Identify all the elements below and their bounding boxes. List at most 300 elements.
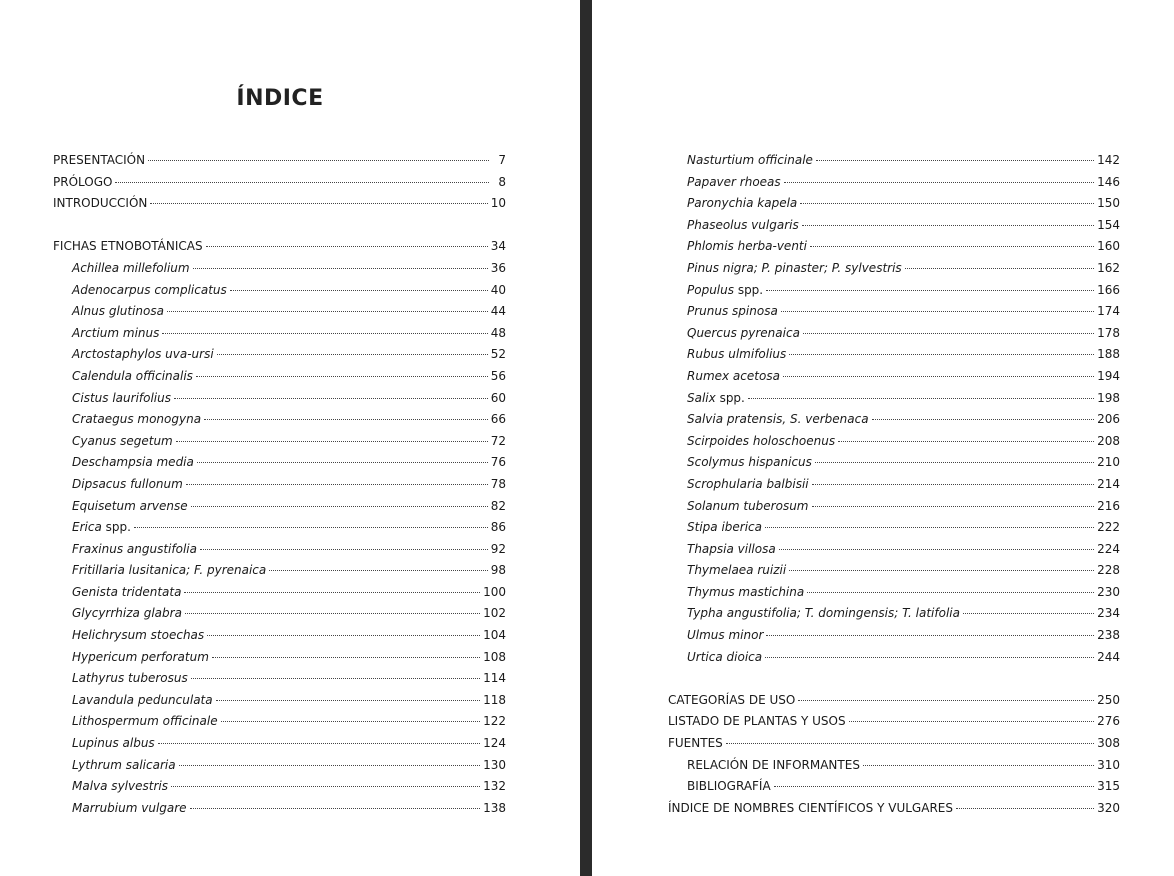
toc-entry-name: Achillea millefolium xyxy=(72,260,190,275)
toc-entry-page-number: 208 xyxy=(1097,433,1120,448)
toc-entry-name: Alnus glutinosa xyxy=(72,304,164,319)
dot-leader xyxy=(838,441,1094,442)
toc-entry-page-number: 166 xyxy=(1097,282,1120,297)
toc-entry xyxy=(668,474,1120,496)
toc-entry-page-number: 178 xyxy=(1097,325,1120,340)
toc-entry-label xyxy=(72,474,183,496)
toc-entry xyxy=(53,776,506,798)
dot-leader xyxy=(766,290,1094,291)
toc-entry-name: Stipa iberica xyxy=(687,520,762,535)
dot-leader xyxy=(185,613,480,614)
toc-entry-page-number: 222 xyxy=(1097,520,1120,535)
toc-entry-page-number: 146 xyxy=(1097,174,1120,189)
dot-leader xyxy=(872,419,1095,420)
toc-entry xyxy=(53,582,506,604)
dot-leader xyxy=(174,398,488,399)
toc-entry-page-number: 114 xyxy=(483,671,506,686)
dot-leader xyxy=(815,462,1094,463)
toc-entry-label xyxy=(72,366,193,388)
dot-leader xyxy=(207,635,480,636)
toc-entry-suffix: spp. xyxy=(715,390,745,405)
toc-entry-name: ÍNDICE DE NOMBRES CIENTÍFICOS Y VULGARES xyxy=(668,800,953,815)
toc-spacer xyxy=(53,215,506,237)
toc-entry-label xyxy=(687,603,960,625)
toc-entry xyxy=(53,647,506,669)
toc-entry-name: Paronychia kapela xyxy=(687,196,798,211)
toc-entry-name: Deschampsia media xyxy=(72,455,194,470)
toc-entry-page-number: 174 xyxy=(1097,304,1120,319)
toc-entry-name: LISTADO DE PLANTAS Y USOS xyxy=(668,714,846,729)
toc-entry-name: BIBLIOGRAFÍA xyxy=(687,779,771,794)
toc-entry-label xyxy=(668,733,723,755)
toc-entry-name: Populus xyxy=(687,282,734,297)
toc-entry-page-number: 78 xyxy=(490,476,506,491)
toc-entry xyxy=(53,539,506,561)
toc-entry xyxy=(53,560,506,582)
toc-entry-label xyxy=(687,323,800,345)
toc-entry xyxy=(668,258,1120,280)
toc-entry-page-number: 132 xyxy=(483,779,506,794)
toc-entry-page-number: 276 xyxy=(1097,714,1120,729)
toc-entry-name: Malva sylvestris xyxy=(72,779,168,794)
toc-entry-page-number: 98 xyxy=(490,563,506,578)
toc-entry-page-number: 238 xyxy=(1097,628,1120,643)
toc-entry-name: Lavandula pedunculata xyxy=(72,692,213,707)
dot-leader xyxy=(269,570,487,571)
toc-entry-name: FICHAS ETNOBOTÁNICAS xyxy=(53,239,203,254)
toc-entry-label xyxy=(687,344,786,366)
dot-leader xyxy=(167,311,488,312)
toc-entry-name: Glycyrrhiza glabra xyxy=(72,606,182,621)
dot-leader xyxy=(863,765,1094,766)
dot-leader xyxy=(765,527,1094,528)
toc-entry-name: Lathyrus tuberosus xyxy=(72,671,188,686)
toc-entry xyxy=(668,452,1120,474)
toc-entry-name: Calendula officinalis xyxy=(72,368,193,383)
dot-leader xyxy=(816,160,1094,161)
dot-leader xyxy=(781,311,1094,312)
toc-entry xyxy=(53,690,506,712)
toc-entry-name: RELACIÓN DE INFORMANTES xyxy=(687,757,860,772)
toc-entry-page-number: 72 xyxy=(490,433,506,448)
dot-leader xyxy=(905,268,1094,269)
toc-entry-page-number: 10 xyxy=(490,196,506,211)
left-page xyxy=(0,0,580,876)
dot-leader xyxy=(803,333,1094,334)
dot-leader xyxy=(196,376,488,377)
toc-entry-label xyxy=(687,517,762,539)
toc-entry xyxy=(53,193,506,215)
toc-entry xyxy=(53,409,506,431)
dot-leader xyxy=(162,333,487,334)
toc-entry-label xyxy=(687,236,807,258)
toc-entry-label xyxy=(72,517,131,539)
toc-entry-name: Fraxinus angustifolia xyxy=(72,541,197,556)
toc-entry-label xyxy=(72,258,190,280)
toc-entry-name: Rumex acetosa xyxy=(687,368,780,383)
dot-leader xyxy=(807,592,1094,593)
toc-entry-page-number: 320 xyxy=(1097,800,1120,815)
dot-leader xyxy=(849,721,1094,722)
toc-entry-name: Helichrysum stoechas xyxy=(72,628,205,643)
page-title: ÍNDICE xyxy=(236,86,324,111)
toc-entry-name: Genista tridentata xyxy=(72,584,182,599)
toc-entry-name: Cyanus segetum xyxy=(72,433,173,448)
toc-entry xyxy=(668,280,1120,302)
toc-entry-name: Scirpoides holoschoenus xyxy=(687,433,836,448)
toc-entry-label xyxy=(53,172,112,194)
toc-entry-page-number: 52 xyxy=(490,347,506,362)
dot-leader xyxy=(812,506,1095,507)
toc-entry-label xyxy=(72,625,204,647)
toc-entry-name: Scrophularia balbisii xyxy=(687,476,809,491)
toc-entry-page-number: 138 xyxy=(483,800,506,815)
toc-entry-label xyxy=(687,193,797,215)
dot-leader xyxy=(148,160,489,161)
toc-entry-name: Arctostaphylos uva-ursi xyxy=(72,347,214,362)
dot-leader xyxy=(171,786,480,787)
toc-spacer xyxy=(668,668,1120,690)
dot-leader xyxy=(150,203,487,204)
toc-entry xyxy=(53,517,506,539)
toc-entry xyxy=(668,388,1120,410)
toc-entry-name: Lupinus albus xyxy=(72,736,155,751)
toc-entry-label xyxy=(72,755,176,777)
toc-entry-name: Hypericum perforatum xyxy=(72,649,209,664)
toc-entry-name: Equisetum arvense xyxy=(72,498,188,513)
toc-entry-page-number: 160 xyxy=(1097,239,1120,254)
toc-entry-label xyxy=(687,366,780,388)
dot-leader xyxy=(774,786,1094,787)
toc-entry-name: Erica xyxy=(72,520,102,535)
toc-entry-page-number: 206 xyxy=(1097,412,1120,427)
toc-entry xyxy=(668,323,1120,345)
toc-entry xyxy=(53,798,506,820)
toc-entry-label xyxy=(72,496,188,518)
dot-leader xyxy=(800,203,1094,204)
toc-entry-label xyxy=(72,323,159,345)
toc-entry-name: INTRODUCCIÓN xyxy=(53,196,148,211)
toc-entry xyxy=(53,625,506,647)
toc-entry xyxy=(668,431,1120,453)
toc-entry xyxy=(53,236,506,258)
toc-entry-label xyxy=(687,215,799,237)
dot-leader xyxy=(798,700,1094,701)
toc-entry xyxy=(668,647,1120,669)
toc-entry-page-number: 230 xyxy=(1097,584,1120,599)
toc-entry-page-number: 315 xyxy=(1097,779,1120,794)
toc-entry-name: CATEGORÍAS DE USO xyxy=(668,692,796,707)
toc-entry-label xyxy=(687,150,813,172)
toc-entry-page-number: 40 xyxy=(490,282,506,297)
toc-entry-name: Thymelaea ruizii xyxy=(687,563,787,578)
toc-entry-label xyxy=(72,668,188,690)
toc-entry xyxy=(668,172,1120,194)
toc-entry-name: Phaseolus vulgaris xyxy=(687,217,799,232)
toc-entry xyxy=(668,603,1120,625)
dot-leader xyxy=(212,657,480,658)
toc-entry xyxy=(668,301,1120,323)
toc-entry xyxy=(53,172,506,194)
dot-leader xyxy=(216,700,480,701)
toc-entry-name: Marrubium vulgare xyxy=(72,800,187,815)
toc-entry-page-number: 224 xyxy=(1097,541,1120,556)
dot-leader xyxy=(158,743,480,744)
toc-entry-page-number: 150 xyxy=(1097,196,1120,211)
toc-entry xyxy=(668,150,1120,172)
toc-entry-label xyxy=(72,431,173,453)
dot-leader xyxy=(186,484,488,485)
toc-entry-name: Rubus ulmifolius xyxy=(687,347,787,362)
toc-entry-page-number: 7 xyxy=(498,153,506,167)
toc-entry-name: Solanum tuberosum xyxy=(687,498,809,513)
dot-leader xyxy=(221,721,480,722)
toc-entry-label xyxy=(53,236,203,258)
toc-entry xyxy=(668,733,1120,755)
dot-leader xyxy=(779,549,1094,550)
toc-entry-name: Lithospermum officinale xyxy=(72,714,218,729)
toc-entry xyxy=(53,755,506,777)
toc-entry-label xyxy=(72,409,201,431)
dot-leader xyxy=(206,246,488,247)
toc-entry-name: Salix xyxy=(687,390,716,405)
toc-entry-name: PRÓLOGO xyxy=(53,174,113,189)
toc-entry-page-number: 216 xyxy=(1097,498,1120,513)
toc-entry-label xyxy=(72,733,155,755)
book-spine xyxy=(580,0,592,876)
toc-entry-page-number: 48 xyxy=(490,325,506,340)
toc-entry xyxy=(668,215,1120,237)
toc-entry-label xyxy=(687,431,835,453)
toc-entry-page-number: 100 xyxy=(483,584,506,599)
toc-entry-label xyxy=(72,452,194,474)
dot-leader xyxy=(726,743,1094,744)
right-page xyxy=(592,0,1174,876)
toc-entry-label xyxy=(72,344,214,366)
toc-entry-page-number: 86 xyxy=(490,520,506,535)
toc-entry-page-number: 60 xyxy=(490,390,506,405)
toc-entry-page-number: 198 xyxy=(1097,390,1120,405)
toc-entry-label xyxy=(72,711,218,733)
toc-entry-name: Arctium minus xyxy=(72,325,160,340)
dot-leader xyxy=(812,484,1094,485)
dot-leader xyxy=(766,635,1094,636)
toc-entry-name: Prunus spinosa xyxy=(687,304,778,319)
toc-entry-page-number: 228 xyxy=(1097,563,1120,578)
dot-leader xyxy=(230,290,488,291)
toc-entry xyxy=(53,452,506,474)
toc-entry-label xyxy=(72,560,266,582)
toc-entry xyxy=(668,755,1120,777)
dot-leader xyxy=(179,765,481,766)
dot-leader xyxy=(191,678,480,679)
toc-entry-label xyxy=(72,539,197,561)
dot-leader xyxy=(765,657,1094,658)
toc-entry-label xyxy=(668,798,953,820)
toc-entry-page-number: 142 xyxy=(1097,153,1120,167)
toc-entry-label xyxy=(687,582,804,604)
toc-entry xyxy=(668,625,1120,647)
toc-entry-label xyxy=(687,560,786,582)
toc-entry-label xyxy=(72,798,187,820)
toc-entry xyxy=(53,603,506,625)
toc-entry-name: PRESENTACIÓN xyxy=(53,153,146,167)
toc-entry-name: Crataegus monogyna xyxy=(72,412,202,427)
toc-entry xyxy=(53,366,506,388)
toc-entry-label xyxy=(687,539,776,561)
toc-entry-label xyxy=(72,301,164,323)
toc-entry-page-number: 162 xyxy=(1097,260,1120,275)
toc-entry-label xyxy=(687,625,763,647)
toc-entry-name: Typha angustifolia; T. domingensis; T. latifolia xyxy=(687,606,960,621)
dot-leader xyxy=(190,808,481,809)
toc-entry-label xyxy=(687,301,778,323)
toc-entry-label xyxy=(687,776,771,798)
toc-entry-name: Cistus laurifolius xyxy=(72,390,171,405)
toc-entry-page-number: 214 xyxy=(1097,476,1120,491)
dot-leader xyxy=(783,376,1094,377)
toc-entry-label xyxy=(53,193,147,215)
toc-entry xyxy=(53,344,506,366)
toc-entry-label xyxy=(687,755,860,777)
toc-entry xyxy=(53,496,506,518)
toc-entry-label xyxy=(72,582,181,604)
toc-entry xyxy=(53,258,506,280)
dot-leader xyxy=(193,268,488,269)
toc-entry-page-number: 122 xyxy=(483,714,506,729)
toc-list-left xyxy=(53,150,506,819)
dot-leader xyxy=(217,354,488,355)
toc-entry-name: Phlomis herba-venti xyxy=(687,239,807,254)
toc-entry xyxy=(668,711,1120,733)
toc-entry-page-number: 82 xyxy=(490,498,506,513)
toc-entry-name: Pinus nigra; P. pinaster; P. sylvestris xyxy=(687,260,902,275)
toc-entry-name: Salvia pratensis, S. verbenaca xyxy=(687,412,869,427)
toc-entry xyxy=(53,323,506,345)
toc-entry-name: Papaver rhoeas xyxy=(687,174,781,189)
toc-entry-page-number: 44 xyxy=(490,304,506,319)
toc-entry-page-number: 76 xyxy=(490,455,506,470)
toc-entry-page-number: 56 xyxy=(490,368,506,383)
toc-entry-page-number: 124 xyxy=(483,736,506,751)
toc-entry-suffix: spp. xyxy=(734,282,764,297)
toc-entry-name: Quercus pyrenaica xyxy=(687,325,800,340)
toc-list-right xyxy=(668,150,1120,819)
toc-entry-page-number: 34 xyxy=(490,239,506,254)
dot-leader xyxy=(115,182,489,183)
toc-entry-name: Thymus mastichina xyxy=(687,584,805,599)
toc-entry xyxy=(53,150,506,172)
toc-entry xyxy=(668,539,1120,561)
toc-entry xyxy=(668,409,1120,431)
toc-entry-name: Adenocarpus complicatus xyxy=(72,282,227,297)
toc-entry-page-number: 234 xyxy=(1097,606,1120,621)
toc-entry-page-number: 310 xyxy=(1097,757,1120,772)
toc-entry xyxy=(53,431,506,453)
toc-entry-label xyxy=(668,690,795,712)
toc-entry xyxy=(53,301,506,323)
toc-entry xyxy=(53,388,506,410)
dot-leader xyxy=(748,398,1094,399)
toc-entry xyxy=(53,280,506,302)
toc-entry-label xyxy=(687,496,809,518)
toc-entry-name: Lythrum salicaria xyxy=(72,757,176,772)
toc-entry xyxy=(53,711,506,733)
toc-entry-label xyxy=(53,150,145,172)
toc-entry-page-number: 66 xyxy=(490,412,506,427)
toc-entry-page-number: 104 xyxy=(483,628,506,643)
toc-entry-label xyxy=(687,452,812,474)
toc-entry-name: Urtica dioica xyxy=(687,649,763,664)
toc-entry xyxy=(668,344,1120,366)
toc-entry-label xyxy=(687,409,869,431)
toc-entry-page-number: 250 xyxy=(1097,692,1120,707)
dot-leader xyxy=(963,613,1094,614)
toc-entry-label xyxy=(72,603,182,625)
toc-entry-label xyxy=(687,258,902,280)
toc-entry xyxy=(668,690,1120,712)
toc-entry-label xyxy=(72,280,227,302)
toc-entry-page-number: 210 xyxy=(1097,455,1120,470)
toc-entry-page-number: 244 xyxy=(1097,649,1120,664)
dot-leader xyxy=(802,225,1094,226)
toc-entry-name: FUENTES xyxy=(668,736,723,751)
toc-entry-suffix: spp. xyxy=(101,520,131,535)
toc-entry-label xyxy=(687,172,781,194)
dot-leader xyxy=(956,808,1094,809)
toc-entry xyxy=(668,366,1120,388)
dot-leader xyxy=(789,354,1094,355)
toc-entry-page-number: 154 xyxy=(1097,217,1120,232)
dot-leader xyxy=(784,182,1094,183)
toc-entry-page-number: 130 xyxy=(483,757,506,772)
toc-entry xyxy=(53,474,506,496)
toc-entry xyxy=(668,582,1120,604)
toc-entry xyxy=(668,798,1120,820)
dot-leader xyxy=(184,592,480,593)
toc-entry-label xyxy=(687,280,763,302)
dot-leader xyxy=(176,441,488,442)
dot-leader xyxy=(810,246,1094,247)
toc-entry-page-number: 102 xyxy=(483,606,506,621)
toc-entry-label xyxy=(72,776,168,798)
toc-entry-label xyxy=(668,711,846,733)
toc-entry xyxy=(53,733,506,755)
dot-leader xyxy=(204,419,488,420)
toc-entry xyxy=(668,496,1120,518)
toc-entry-page-number: 92 xyxy=(490,541,506,556)
toc-entry-name: Thapsia villosa xyxy=(687,541,776,556)
toc-entry-label xyxy=(687,388,745,410)
toc-entry xyxy=(668,776,1120,798)
dot-leader xyxy=(134,527,488,528)
toc-entry-page-number: 118 xyxy=(483,692,506,707)
toc-entry-name: Fritillaria lusitanica; F. pyrenaica xyxy=(72,563,267,578)
toc-entry-label xyxy=(72,690,213,712)
toc-entry-page-number: 194 xyxy=(1097,368,1120,383)
toc-entry-page-number: 36 xyxy=(490,260,506,275)
toc-entry-page-number: 8 xyxy=(498,174,506,189)
toc-entry-name: Dipsacus fullonum xyxy=(72,476,183,491)
toc-entry-label xyxy=(687,647,762,669)
toc-entry-name: Scolymus hispanicus xyxy=(687,455,812,470)
toc-entry-label xyxy=(72,388,171,410)
toc-entry-page-number: 108 xyxy=(483,649,506,664)
toc-entry-name: Ulmus minor xyxy=(687,628,764,643)
dot-leader xyxy=(191,506,488,507)
toc-entry-name: Nasturtium officinale xyxy=(687,153,813,167)
toc-entry-label xyxy=(687,474,809,496)
